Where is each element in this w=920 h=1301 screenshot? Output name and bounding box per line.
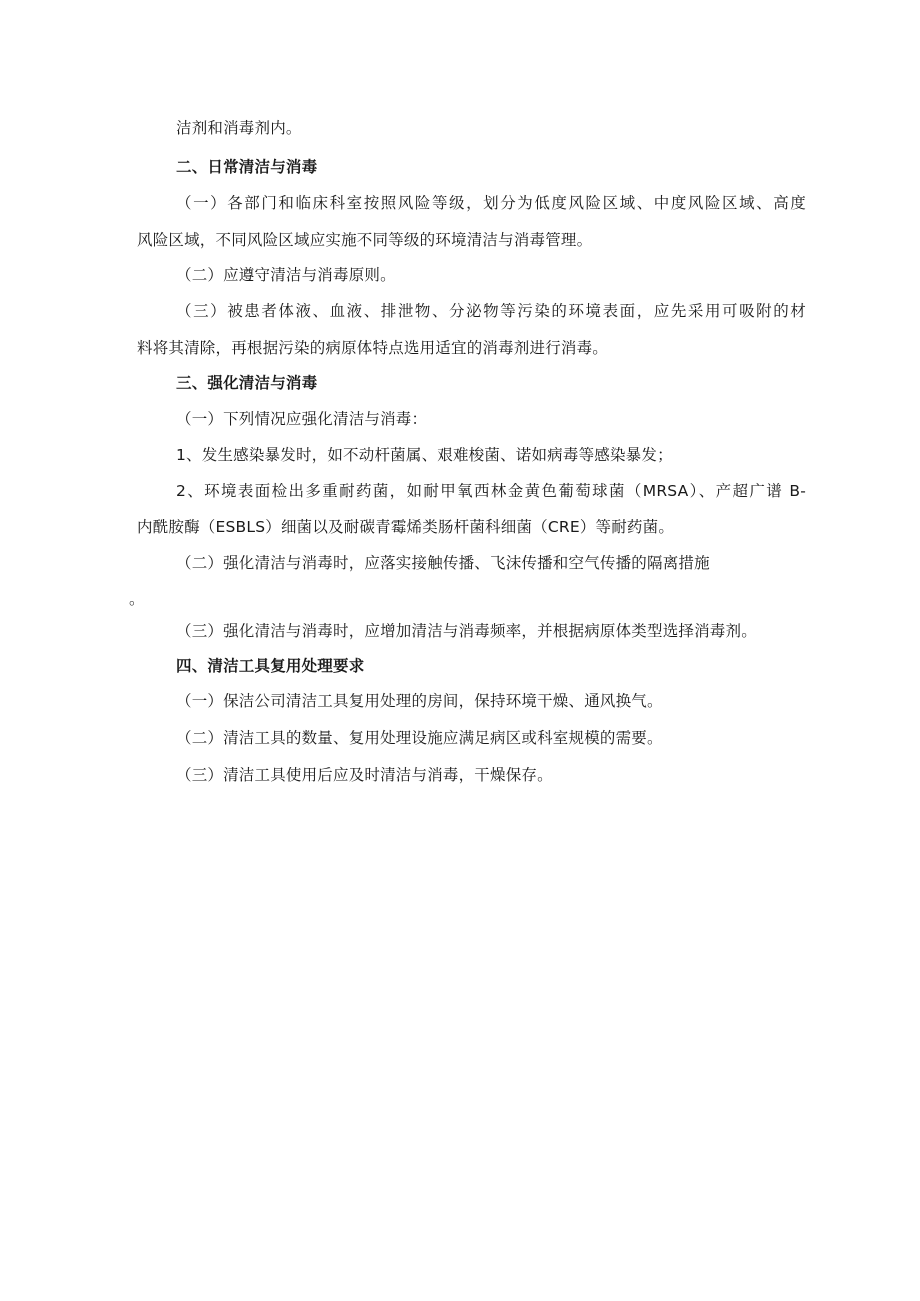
paragraph-line: （一）下列情况应强化清洁与消毒： (176, 410, 428, 428)
section-heading-3: 三、强化清洁与消毒 (176, 374, 318, 392)
paragraph-line: 料将其清除，再根据污染的病原体特点选用适宜的消毒剂进行消毒。 (137, 339, 609, 357)
paragraph-continuation: 洁剂和消毒剂内。 (176, 119, 302, 137)
list-item-1: 1、发生感染暴发时，如不动杆菌属、艰难梭菌、诺如病毒等感染暴发； (176, 446, 673, 464)
paragraph-line: 风险区域，不同风险区域应实施不同等级的环境清洁与消毒管理。 (137, 231, 593, 249)
paragraph-line: （三）清洁工具使用后应及时清洁与消毒，干燥保存。 (176, 766, 553, 784)
paragraph-line: （二）强化清洁与消毒时，应落实接触传播、飞沫传播和空气传播的隔离措施 (176, 554, 710, 572)
paragraph-line: （三）被患者体液、血液、排泄物、分泌物等污染的环境表面，应先采用可吸附的材 (176, 302, 806, 320)
section-heading-4: 四、清洁工具复用处理要求 (176, 657, 365, 675)
paragraph-line: 。 (129, 590, 145, 608)
paragraph-line: 内酰胺酶（ESBLS）细菌以及耐碳青霉烯类肠杆菌科细菌（CRE）等耐药菌。 (137, 518, 675, 536)
paragraph-line: （一）保洁公司清洁工具复用处理的房间，保持环境干燥、通风换气。 (176, 692, 663, 710)
paragraph-line: （一）各部门和临床科室按照风险等级，划分为低度风险区域、中度风险区域、高度 (176, 194, 806, 212)
paragraph-line: （二）清洁工具的数量、复用处理设施应满足病区或科室规模的需要。 (176, 729, 663, 747)
paragraph-line: （二）应遵守清洁与消毒原则。 (176, 266, 396, 284)
paragraph-line: （三）强化清洁与消毒时，应增加清洁与消毒频率，并根据病原体类型选择消毒剂。 (176, 622, 757, 640)
list-item-2: 2、环境表面检出多重耐药菌，如耐甲氧西林金黄色葡萄球菌（MRSA）、产超广谱 B- (176, 482, 806, 500)
section-heading-2: 二、日常清洁与消毒 (176, 158, 318, 176)
